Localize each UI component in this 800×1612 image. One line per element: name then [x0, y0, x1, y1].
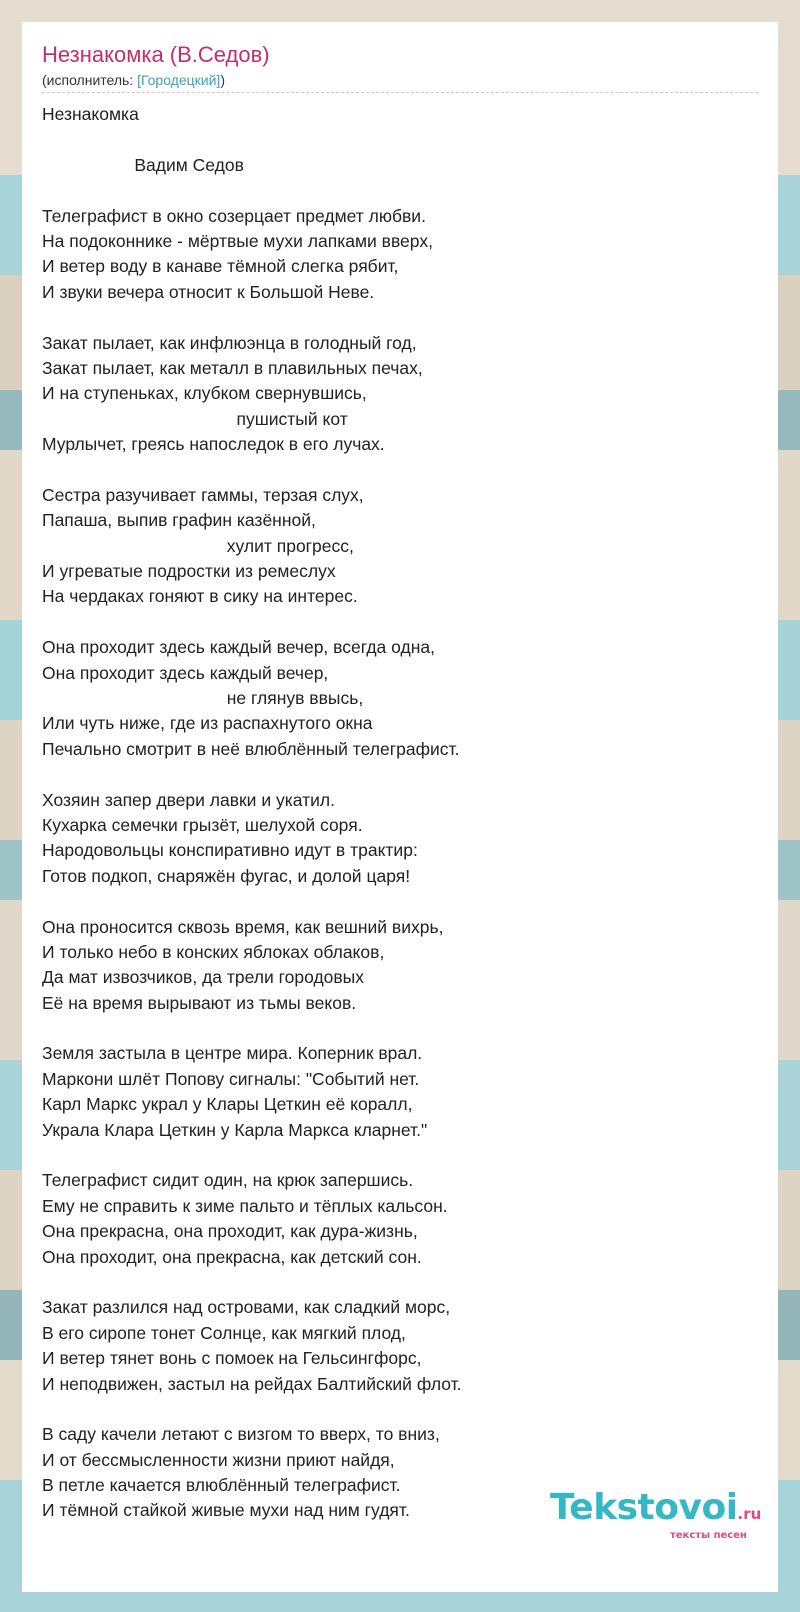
lyric-line: И звуки вечера относит к Большой Неве. — [42, 281, 375, 302]
performer-link[interactable]: [Городецкий] — [137, 72, 221, 88]
lyric-line: Мурлычет, греясь напоследок в его лучах. — [42, 434, 385, 455]
lyric-line: Кухарка семечки грызёт, шелухой соря. — [42, 814, 363, 835]
performer-suffix: ) — [220, 72, 225, 88]
lyric-line: И ветер тянет вонь с помоек на Гельсингфорс, — [42, 1348, 422, 1369]
lyric-line — [42, 178, 742, 203]
performer-line — [42, 72, 225, 88]
song-title: Незнакомка (В.Седов) — [42, 42, 270, 67]
lyric-line: Сестра разучивает гаммы, терзая слух, — [42, 484, 364, 505]
lyric-line: Её на время вырывают из тьмы веков. — [42, 992, 357, 1013]
lyrics-card — [22, 22, 778, 1592]
lyric-line: Или чуть ниже, где из распахнутого окна — [42, 713, 373, 734]
lyric-line: Папаша, выпив графин казённой, — [42, 510, 316, 531]
lyric-line — [42, 127, 742, 152]
lyric-line: И от бессмысленности жизни приют найдя, — [42, 1449, 395, 1470]
lyric-line: В его сиропе тонет Солнце, как мягкий плод, — [42, 1322, 406, 1343]
lyric-line — [42, 889, 742, 914]
lyric-line: И на ступеньках, клубком свернувшись, — [42, 383, 367, 404]
lyric-line: Закат пылает, как инфлюэнца в голодный год, — [42, 332, 417, 353]
lyric-line: И неподвижен, застыл на рейдах Балтийский флот. — [42, 1373, 462, 1394]
lyric-line: Хозяин запер двери лавки и укатил. — [42, 789, 335, 810]
lyric-line: И угреватые подростки из ремеслух — [42, 561, 336, 582]
lyric-line — [42, 610, 742, 635]
lyric-line: На подоконнике - мёртвые мухи лапками вверх, — [42, 230, 433, 251]
lyric-line: Маркони шлёт Попову сигналы: "Событий нет. — [42, 1068, 420, 1089]
lyric-line: хулит прогресс, — [42, 535, 354, 556]
lyric-line: пушистый кот — [42, 408, 348, 429]
performer-prefix: (исполнитель: — [42, 72, 138, 88]
lyric-line: Телеграфист в окно созерцает предмет любви. — [42, 205, 426, 226]
lyric-line: Незнакомка — [42, 104, 139, 124]
logo-domain: .ru — [737, 1505, 762, 1523]
lyric-line — [42, 457, 742, 482]
lyric-line: Она проносится сквозь время, как вешний вихрь, — [42, 916, 444, 937]
lyric-line: не глянув ввысь, — [42, 687, 364, 708]
header-divider — [42, 92, 758, 93]
lyric-line: Она проходит здесь каждый вечер, всегда одна, — [42, 637, 435, 658]
lyric-line: Народовольцы конспиративно идут в трактир: — [42, 840, 418, 861]
lyric-line: Закат пылает, как металл в плавильных печах, — [42, 357, 423, 378]
lyric-line: Она прекрасна, она проходит, как дура-жизнь, — [42, 1221, 418, 1242]
lyric-line — [42, 1397, 742, 1422]
lyric-line: Ему не справить к зиме пальто и тёплых кальсон. — [42, 1195, 448, 1216]
lyric-line — [42, 1270, 742, 1295]
lyric-line — [42, 1143, 742, 1168]
lyric-line — [42, 305, 742, 330]
lyric-line: Она проходит здесь каждый вечер, — [42, 662, 329, 683]
lyric-line: На чердаках гоняют в сику на интерес. — [42, 586, 358, 607]
lyric-line: В петле качается влюблённый телеграфист. — [42, 1475, 401, 1496]
lyric-line: Печально смотрит в неё влюблённый телеграфист. — [42, 738, 460, 759]
lyrics-text — [42, 102, 742, 1524]
logo-wordmark: Tekstovoi — [550, 1487, 738, 1528]
lyric-line: Да мат извозчиков, да трели городовых — [42, 967, 365, 988]
lyric-line: Закат разлился над островами, как сладкий морс, — [42, 1297, 451, 1318]
lyric-line: Земля застыла в центре мира. Коперник врал. — [42, 1043, 423, 1064]
lyric-line: Украла Клара Цеткин у Карла Маркса кларнет." — [42, 1119, 428, 1140]
site-logo[interactable] — [550, 1487, 762, 1541]
logo-tagline: тексты песен — [670, 1530, 747, 1541]
lyric-line — [42, 762, 742, 787]
lyric-line: В саду качели летают с визгом то вверх, то вниз, — [42, 1424, 440, 1445]
lyric-line: Она проходит, она прекрасна, как детский сон. — [42, 1246, 422, 1267]
lyric-line: Готов подкоп, снаряжён фугас, и долой царя! — [42, 865, 411, 886]
lyric-line: Вадим Седов — [42, 154, 244, 175]
lyric-line: Карл Маркс украл у Клары Цеткин её коралл, — [42, 1094, 413, 1115]
lyric-line: И только небо в конских яблоках облаков, — [42, 941, 385, 962]
lyric-line: И тёмной стайкой живые мухи над ним гудят. — [42, 1500, 410, 1521]
lyric-line — [42, 1016, 742, 1041]
lyric-line: Телеграфист сидит один, на крюк запершись. — [42, 1170, 414, 1191]
lyric-line: И ветер воду в канаве тёмной слегка рябит, — [42, 256, 399, 277]
